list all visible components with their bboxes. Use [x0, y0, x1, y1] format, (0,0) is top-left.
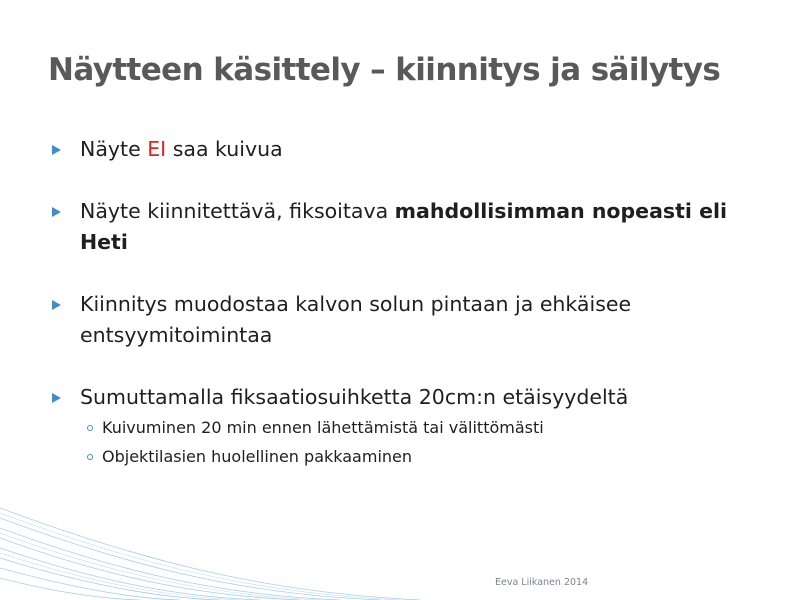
bullet-4-text: Sumuttamalla fiksaatiosuihketta 20cm:n etäisyydeltä	[80, 385, 629, 409]
bullet-2-text: Näyte kiinnitettävä, fiksoitava	[80, 199, 395, 223]
bullet-item-2	[48, 196, 768, 258]
triangle-right-icon	[52, 145, 61, 155]
slide-title: Näytteen käsittely – kiinnitys ja säilytys	[48, 52, 721, 88]
bullet-item-3	[48, 289, 768, 351]
bullet-2-bold-text: mahdollisimman nopeasti eli Heti	[80, 199, 728, 254]
bullet-item-1	[48, 134, 768, 165]
ring-bullet-icon	[87, 454, 93, 460]
bullet-list	[48, 134, 768, 471]
bullet-3-text: Kiinnitys muodostaa kalvon solun pintaan ja ehkäisee entsyymitoimintaa	[80, 292, 632, 347]
sub-bullet-item-1	[80, 413, 768, 442]
sub-bullet-item-2	[80, 442, 768, 471]
bullet-1-text-end: saa kuivua	[166, 137, 283, 161]
sub-bullet-list	[80, 413, 768, 471]
triangle-right-icon	[52, 207, 61, 217]
bullet-1-text: Näyte	[80, 137, 148, 161]
slide-footer-author: Eeva Liikanen 2014	[495, 577, 589, 588]
bullet-item-4	[48, 382, 768, 471]
triangle-right-icon	[52, 393, 61, 403]
decorative-wave-lines	[0, 500, 800, 600]
sub-bullet-2-text: Objektilasien huolellinen pakkaaminen	[102, 447, 413, 466]
ring-bullet-icon	[87, 425, 93, 431]
bullet-1-highlight: EI	[147, 137, 167, 161]
sub-bullet-1-text: Kuivuminen 20 min ennen lähettämistä tai välittömästi	[102, 418, 544, 437]
triangle-right-icon	[52, 300, 61, 310]
